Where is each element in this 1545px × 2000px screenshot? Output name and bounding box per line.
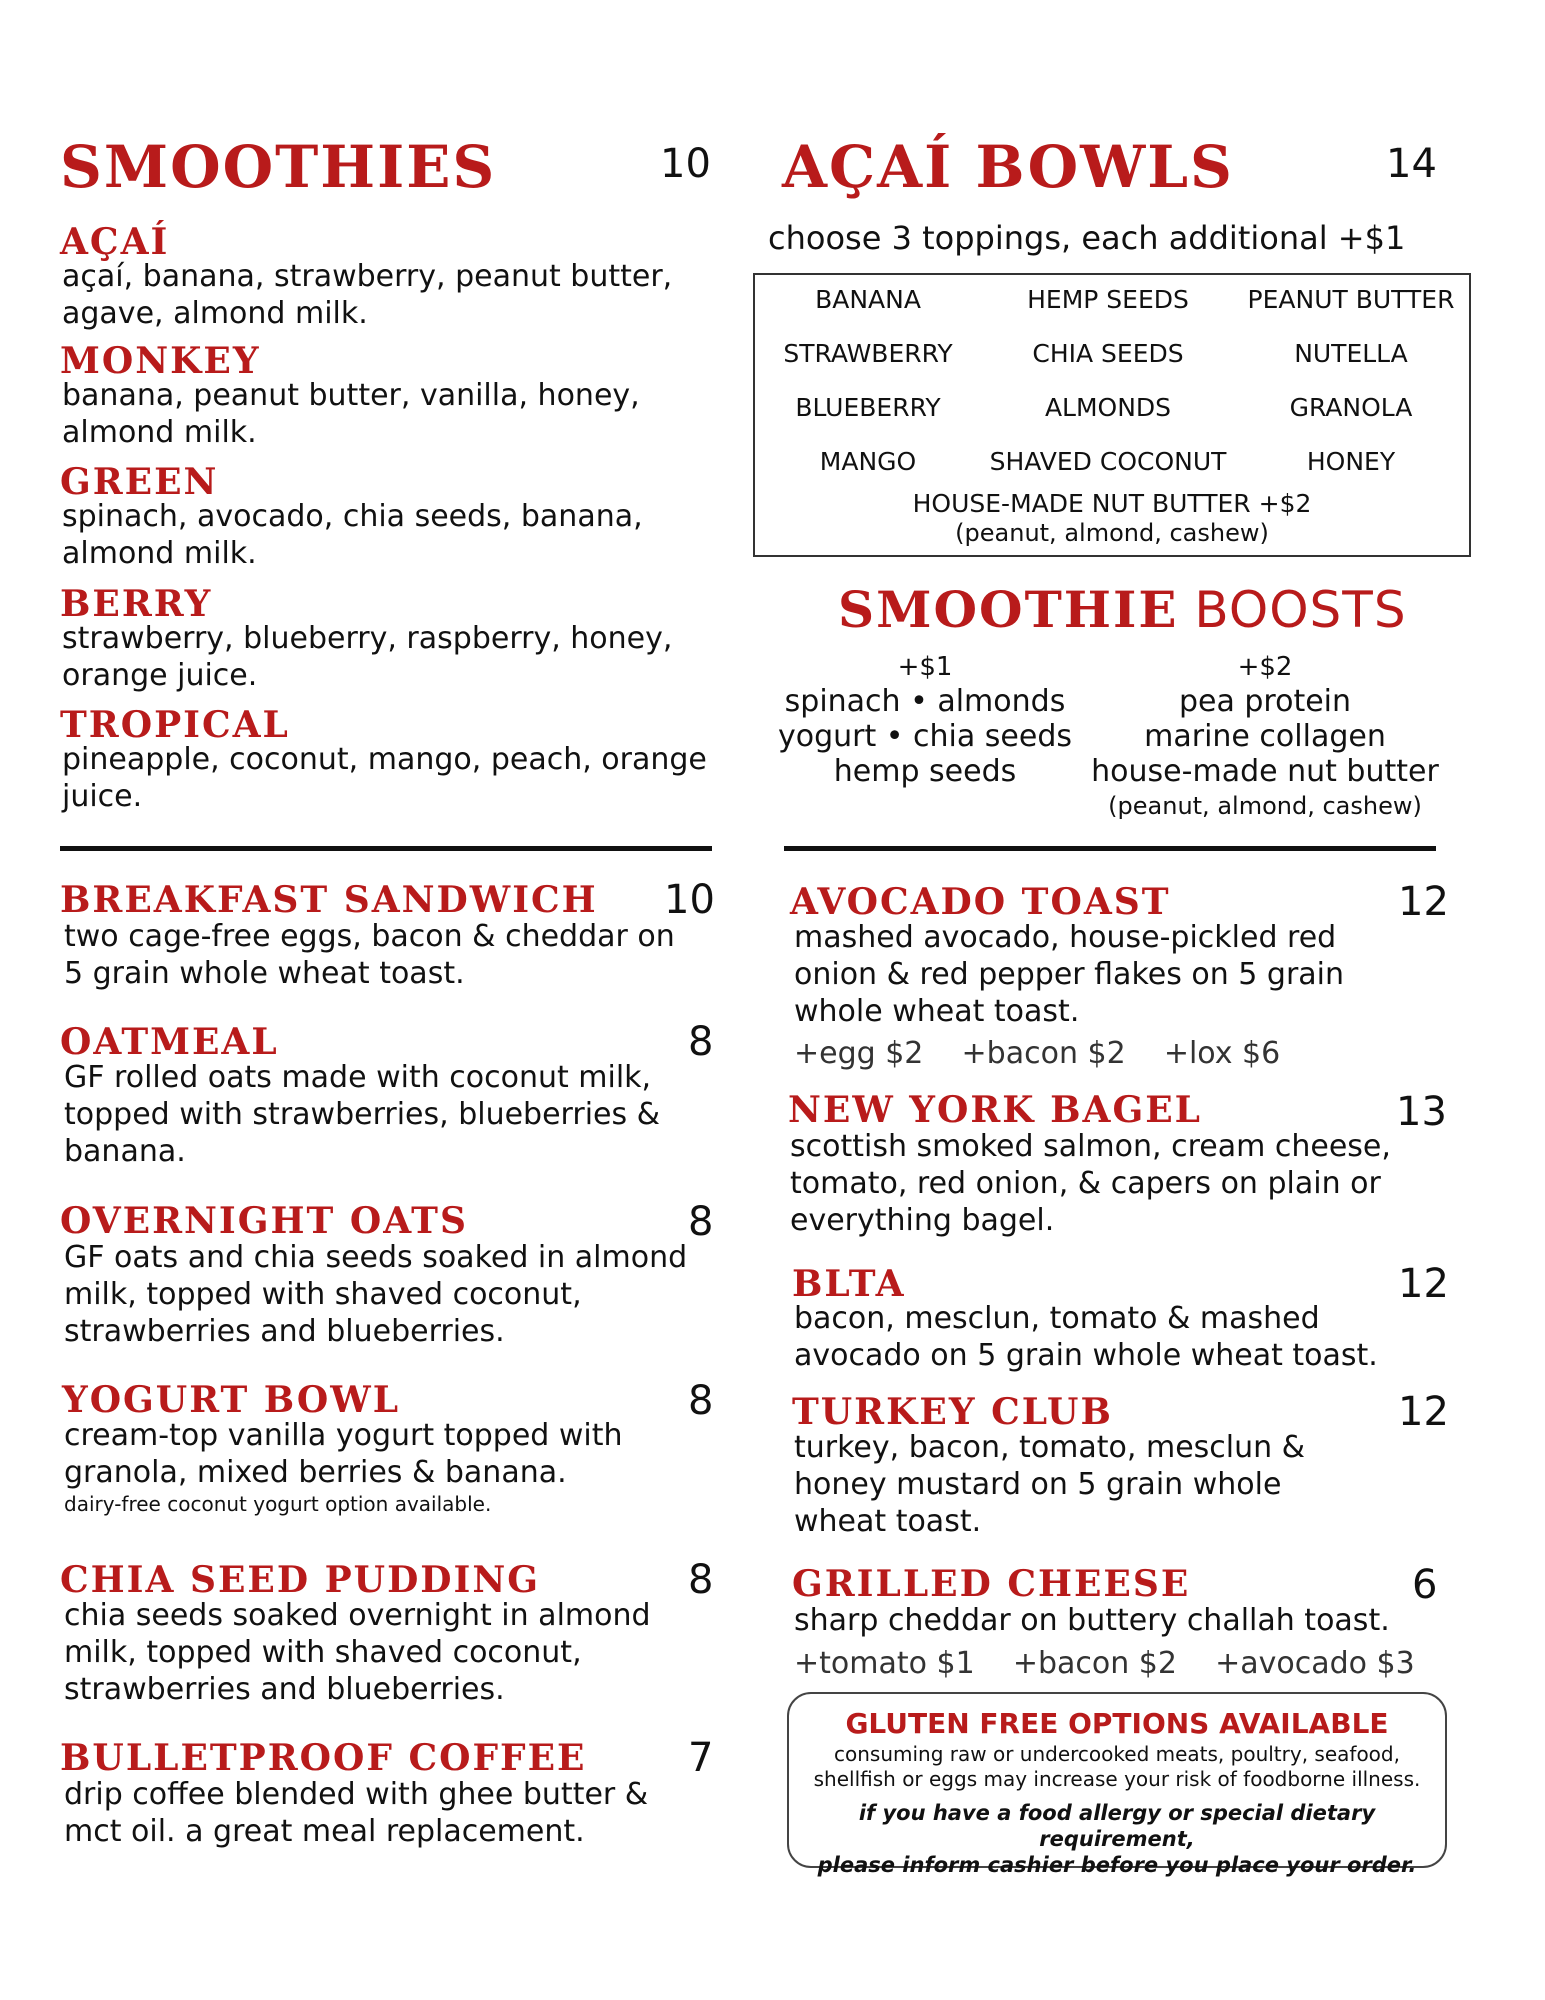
menu-blta-price: 12 <box>1398 1261 1449 1307</box>
menu-yogurt-bowl-price: 8 <box>688 1378 714 1424</box>
acai-bowls-price: 14 <box>1386 141 1437 187</box>
menu-new-york-bagel-desc: scottish smoked salmon, cream cheese, tomato, red onion, & capers on plain or everything bagel. <box>790 1129 1391 1238</box>
topping-nutella: NUTELLA <box>1294 339 1408 368</box>
boost-item: yogurt • chia seeds <box>777 719 1072 754</box>
notice-title: GLUTEN FREE OPTIONS AVAILABLE <box>845 1707 1389 1740</box>
menu-turkey-club-desc: turkey, bacon, tomato, mesclun & honey mustard on 5 grain whole wheat toast. <box>794 1430 1306 1539</box>
menu-bulletproof-coffee-desc: drip coffee blended with ghee butter & mct oil. a great meal replacement. <box>64 1777 649 1849</box>
boosts-col-2 <box>1080 650 1450 823</box>
smoothie-tropical-name: TROPICAL <box>60 704 290 746</box>
boost-item: pea protein <box>1178 684 1352 719</box>
menu-breakfast-sandwich-name: BREAKFAST SANDWICH <box>60 879 598 921</box>
menu-avocado-toast-desc: mashed avocado, house-pickled red onion & red pepper flakes on 5 grain whole wheat toast. <box>794 920 1345 1029</box>
smoothie-acai-desc: açaí, banana, strawberry, peanut butter, agave, almond milk. <box>62 259 673 331</box>
menu-yogurt-bowl-note: dairy-free coconut yogurt option available. <box>64 1492 492 1516</box>
smoothies-price: 10 <box>660 141 711 187</box>
topping-hemp-seeds: HEMP SEEDS <box>1027 285 1189 314</box>
topping-honey: HONEY <box>1306 447 1396 476</box>
boosts-col-1 <box>770 650 1080 789</box>
menu-bulletproof-coffee-name: BULLETPROOF COFFEE <box>60 1737 587 1779</box>
boost-item: hemp seeds <box>833 754 1017 789</box>
acai-bowls-subtitle: choose 3 toppings, each additional +$1 <box>768 219 1406 257</box>
boosts-title-b: BOOSTS <box>1194 581 1407 639</box>
topping-nut-butter: HOUSE-MADE NUT BUTTER +$2 <box>912 489 1312 518</box>
right-divider <box>784 846 1436 851</box>
menu-avocado-toast-name: AVOCADO TOAST <box>790 881 1171 923</box>
boost-price-1: +$1 <box>897 652 953 682</box>
smoothie-acai-name: AÇAÍ <box>60 221 170 263</box>
menu-yogurt-bowl-desc: cream-top vanilla yogurt topped with granola, mixed berries & banana. <box>64 1418 623 1490</box>
smoothie-berry-name: BERRY <box>60 583 213 625</box>
menu-oatmeal-price: 8 <box>688 1019 714 1065</box>
boost-item: spinach • almonds <box>784 684 1066 719</box>
notice-line-4: please inform cashier before you place your order. <box>817 1853 1417 1877</box>
acai-bowls-title: AÇAÍ BOWLS <box>782 133 1234 201</box>
smoothie-green-name: GREEN <box>60 461 219 503</box>
topping-mango: MANGO <box>819 447 917 476</box>
boost-item: house-made nut butter <box>1091 754 1439 789</box>
notice-line-3: if you have a food allergy or special dietary requirement, <box>858 1801 1376 1851</box>
topping-banana: BANANA <box>815 285 921 314</box>
menu-grilled-cheese-price: 6 <box>1412 1562 1438 1608</box>
smoothie-monkey-desc: banana, peanut butter, vanilla, honey, almond milk. <box>62 378 640 450</box>
smoothie-tropical-desc: pineapple, coconut, mango, peach, orange juice. <box>62 742 707 814</box>
menu-grilled-cheese-addons: +tomato $1 +bacon $2 +avocado $3 <box>794 1646 1415 1681</box>
menu-turkey-club-price: 12 <box>1398 1389 1449 1435</box>
menu-avocado-toast-price: 12 <box>1398 879 1449 925</box>
menu-blta-desc: bacon, mesclun, tomato & mashed avocado on 5 grain whole wheat toast. <box>794 1301 1378 1373</box>
menu-new-york-bagel-name: NEW YORK BAGEL <box>788 1089 1202 1131</box>
topping-peanut-butter: PEANUT BUTTER <box>1247 285 1455 314</box>
smoothies-title: SMOOTHIES <box>60 133 497 201</box>
smoothie-berry-desc: strawberry, blueberry, raspberry, honey, orange juice. <box>62 621 673 693</box>
menu-turkey-club-name: TURKEY CLUB <box>792 1391 1113 1433</box>
menu-oatmeal-name: OATMEAL <box>60 1021 279 1063</box>
topping-shaved-coconut: SHAVED COCONUT <box>989 447 1227 476</box>
menu-overnight-oats-price: 8 <box>688 1199 714 1245</box>
notice-line-1: consuming raw or undercooked meats, poultry, seafood, <box>834 1742 1400 1766</box>
menu-overnight-oats-desc: GF oats and chia seeds soaked in almond milk, topped with shaved coconut, strawberries and blueberries. <box>64 1240 688 1349</box>
menu-breakfast-sandwich-price: 10 <box>664 877 715 923</box>
menu-overnight-oats-name: OVERNIGHT OATS <box>60 1200 468 1242</box>
boosts-title-a: SMOOTHIE <box>838 580 1179 639</box>
menu-breakfast-sandwich-desc: two cage-free eggs, bacon & cheddar on 5 grain whole wheat toast. <box>64 919 675 991</box>
boost-note: (peanut, almond, cashew) <box>1108 792 1422 820</box>
toppings-box <box>753 273 1471 557</box>
menu-grilled-cheese-desc: sharp cheddar on buttery challah toast. <box>794 1603 1390 1638</box>
menu-blta-name: BLTA <box>792 1263 906 1305</box>
topping-blueberry: BLUEBERRY <box>795 393 941 422</box>
menu-new-york-bagel-price: 13 <box>1396 1089 1447 1135</box>
topping-granola: GRANOLA <box>1289 393 1413 422</box>
topping-almonds: ALMONDS <box>1044 393 1172 422</box>
smoothie-monkey-name: MONKEY <box>60 340 261 382</box>
menu-bulletproof-coffee-price: 7 <box>688 1735 714 1781</box>
allergy-notice <box>787 1692 1447 1877</box>
topping-nut-butter-note: (peanut, almond, cashew) <box>955 519 1269 547</box>
boost-price-2: +$2 <box>1237 652 1293 682</box>
topping-chia-seeds: CHIA SEEDS <box>1032 339 1184 368</box>
boosts-title <box>838 580 1407 639</box>
smoothie-green-desc: spinach, avocado, chia seeds, banana, almond milk. <box>62 499 643 571</box>
topping-strawberry: STRAWBERRY <box>783 339 953 368</box>
notice-line-2: shellfish or eggs may increase your risk of foodborne illness. <box>813 1767 1421 1791</box>
menu-grilled-cheese-name: GRILLED CHEESE <box>792 1563 1191 1605</box>
menu-oatmeal-desc: GF rolled oats made with coconut milk, topped with strawberries, blueberries & banana. <box>64 1060 661 1169</box>
menu-chia-seed-pudding-name: CHIA SEED PUDDING <box>60 1559 540 1601</box>
menu-yogurt-bowl-name: YOGURT BOWL <box>62 1379 401 1421</box>
left-divider <box>60 846 712 851</box>
boost-item: marine collagen <box>1144 719 1386 754</box>
menu-chia-seed-pudding-price: 8 <box>688 1557 714 1603</box>
menu-chia-seed-pudding-desc: chia seeds soaked overnight in almond milk, topped with shaved coconut, strawberries and blueberries. <box>64 1598 651 1707</box>
menu-avocado-toast-addons: +egg $2 +bacon $2 +lox $6 <box>794 1036 1281 1071</box>
